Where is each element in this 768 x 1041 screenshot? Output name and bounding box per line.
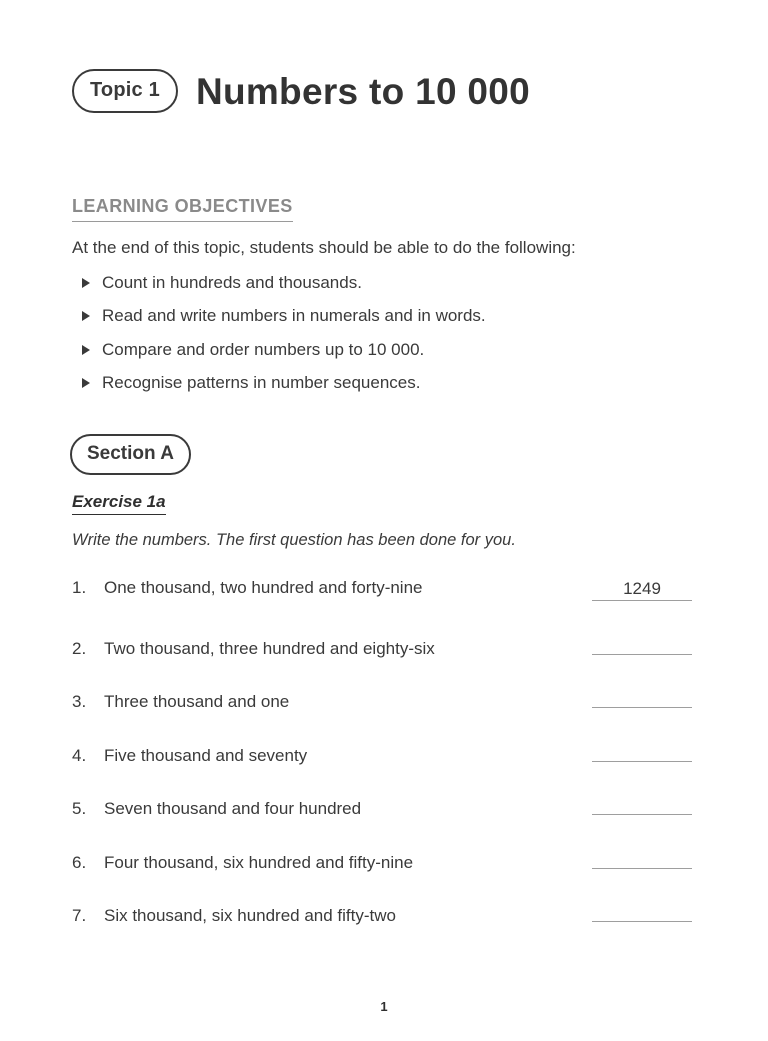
learning-objectives-heading: LEARNING OBJECTIVES bbox=[72, 196, 293, 222]
answer-blank[interactable] bbox=[592, 899, 692, 921]
learning-objectives-block bbox=[72, 196, 696, 404]
list-item bbox=[72, 337, 696, 363]
page-number: 1 bbox=[380, 999, 388, 1014]
question-number: 1. bbox=[72, 578, 87, 597]
triangle-bullet-icon bbox=[82, 278, 90, 288]
objective-label: Recognise patterns in number sequences. bbox=[102, 373, 421, 393]
answer-blank[interactable] bbox=[592, 685, 692, 707]
triangle-bullet-icon bbox=[82, 345, 90, 355]
question-number: 4. bbox=[72, 745, 87, 765]
question-text: One thousand, two hundred and forty-nine bbox=[104, 578, 423, 597]
table-row bbox=[72, 578, 692, 632]
triangle-bullet-icon bbox=[82, 311, 90, 321]
table-row bbox=[72, 899, 692, 953]
learning-objectives-intro: At the end of this topic, students should be able to do the following: bbox=[72, 238, 576, 257]
page-header bbox=[72, 48, 530, 135]
table-row bbox=[72, 739, 692, 793]
question-number: 7. bbox=[72, 906, 87, 925]
objective-label: Compare and order numbers up to 10 000. bbox=[102, 339, 425, 359]
table-row bbox=[72, 632, 692, 686]
section-badge: Section A bbox=[70, 434, 191, 475]
answer-blank[interactable] bbox=[592, 792, 692, 814]
exercise-instruction: Write the numbers. The first question has been done for you. bbox=[72, 531, 516, 549]
question-text: Seven thousand and four hundred bbox=[104, 799, 362, 818]
triangle-bullet-icon bbox=[82, 378, 90, 388]
list-item bbox=[72, 270, 696, 296]
question-number: 6. bbox=[72, 852, 87, 872]
page-title: Numbers to 10 000 bbox=[195, 70, 531, 112]
list-item bbox=[72, 370, 696, 396]
objective-label: Count in hundreds and thousands. bbox=[102, 272, 362, 292]
answer-blank[interactable] bbox=[592, 846, 692, 868]
answer-blank[interactable] bbox=[592, 632, 692, 654]
section-badge-wrapper bbox=[70, 434, 191, 475]
question-text: Six thousand, six hundred and fifty-two bbox=[104, 906, 396, 925]
question-text: Two thousand, three hundred and eighty-six bbox=[104, 638, 435, 658]
learning-objectives-list bbox=[72, 270, 696, 396]
answer-value: 1249 bbox=[623, 579, 661, 598]
question-text: Four thousand, six hundred and fifty-nine bbox=[104, 852, 414, 872]
question-text: Three thousand and one bbox=[104, 692, 290, 711]
answer-blank[interactable] bbox=[592, 578, 692, 600]
list-item bbox=[72, 303, 696, 329]
topic-badge: Topic 1 bbox=[72, 69, 178, 113]
table-row bbox=[72, 792, 692, 846]
table-row bbox=[72, 846, 692, 900]
exercise-block bbox=[72, 492, 696, 550]
answer-blank[interactable] bbox=[592, 739, 692, 761]
question-list bbox=[72, 578, 692, 953]
question-text: Five thousand and seventy bbox=[104, 745, 308, 765]
table-row bbox=[72, 685, 692, 739]
exercise-title: Exercise 1a bbox=[72, 492, 166, 515]
question-number: 3. bbox=[72, 692, 87, 711]
objective-label: Read and write numbers in numerals and in words. bbox=[102, 306, 486, 326]
question-number: 5. bbox=[72, 799, 87, 818]
question-number: 2. bbox=[72, 638, 87, 658]
